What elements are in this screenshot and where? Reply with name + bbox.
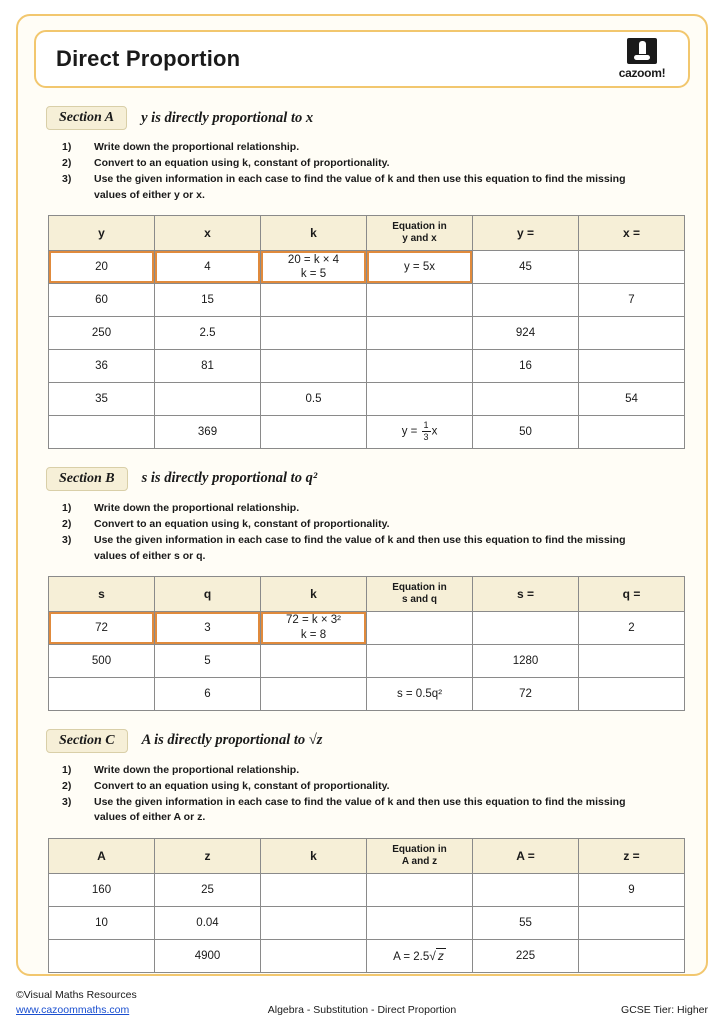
table-cell[interactable] xyxy=(473,283,579,316)
table-header-row xyxy=(49,838,685,873)
instruction-number: 2) xyxy=(62,779,72,792)
table-cell[interactable]: 0.5 xyxy=(261,382,367,415)
table-cell[interactable]: 4900 xyxy=(155,939,261,972)
table-cell[interactable] xyxy=(367,349,473,382)
table-cell-equation[interactable]: y = $\frac{1}{3}$ x xyxy=(367,415,473,448)
table-cell[interactable] xyxy=(367,906,473,939)
table-cell[interactable]: 5 xyxy=(155,644,261,677)
table-cell[interactable]: 0.04 xyxy=(155,906,261,939)
section-statement-c-var1: A xyxy=(141,732,151,749)
table-cell[interactable] xyxy=(473,873,579,906)
brand-logo xyxy=(610,38,674,80)
table-row xyxy=(49,415,685,448)
instruction-text: Convert to an equation using k, constant of proportionality. xyxy=(94,157,390,170)
instruction-text: Use the given information in each case to find the value of k and then use this equation to find the missing values of either y or x. xyxy=(94,173,626,201)
table-cell[interactable]: 36 xyxy=(49,349,155,382)
section-statement-b xyxy=(142,470,318,487)
table-section-b xyxy=(48,576,685,711)
section-statement-b-mid: is directly proportional to xyxy=(147,470,306,487)
footer-copyright: ©Visual Maths Resources xyxy=(16,988,137,1001)
column-header: z = xyxy=(579,838,685,873)
table-cell[interactable]: 81 xyxy=(155,349,261,382)
table-row xyxy=(49,677,685,710)
table-cell[interactable] xyxy=(261,939,367,972)
table-cell[interactable] xyxy=(367,644,473,677)
table-cell[interactable] xyxy=(261,283,367,316)
instruction-number: 1) xyxy=(62,501,72,514)
table-cell[interactable] xyxy=(473,611,579,644)
table-cell[interactable]: 500 xyxy=(49,644,155,677)
table-header-row xyxy=(49,215,685,250)
table-cell[interactable]: 924 xyxy=(473,316,579,349)
table-row xyxy=(49,316,685,349)
section-statement-a xyxy=(141,110,313,127)
table-cell[interactable]: 60 xyxy=(49,283,155,316)
section-badge-c: Section C xyxy=(46,729,128,753)
instruction-text: Convert to an equation using k, constant of proportionality. xyxy=(94,518,390,531)
table-cell[interactable] xyxy=(261,349,367,382)
table-section-a xyxy=(48,215,685,449)
column-header: Equation in A and z xyxy=(367,838,473,873)
table-cell-worked[interactable]: 72 = k × 3² k = 8 xyxy=(261,611,367,644)
table-cell[interactable]: 72 xyxy=(473,677,579,710)
instruction-number: 2) xyxy=(62,157,72,170)
column-header: Equation in y and x xyxy=(367,215,473,250)
instruction-item xyxy=(62,763,690,778)
column-header: A = xyxy=(473,838,579,873)
instruction-number: 3) xyxy=(62,534,72,547)
table-section-c xyxy=(48,838,685,973)
instruction-item xyxy=(62,517,690,532)
footer-website-link[interactable]: www.cazoommaths.com xyxy=(16,1004,130,1016)
table-cell[interactable]: 250 xyxy=(49,316,155,349)
column-header: s = xyxy=(473,576,579,611)
column-header: q xyxy=(155,576,261,611)
table-row xyxy=(49,644,685,677)
table-row xyxy=(49,250,685,283)
column-header: q = xyxy=(579,576,685,611)
column-header: k xyxy=(261,838,367,873)
section-statement-b-var1: s xyxy=(141,470,148,487)
table-cell[interactable] xyxy=(579,906,685,939)
table-cell[interactable]: 6 xyxy=(155,677,261,710)
section-statement-a-var1: y xyxy=(141,109,148,126)
table-cell[interactable]: 7 xyxy=(579,283,685,316)
table-cell[interactable] xyxy=(367,873,473,906)
section-statement-c-var2: √z xyxy=(308,732,323,749)
table-cell[interactable]: 369 xyxy=(155,415,261,448)
table-cell[interactable] xyxy=(579,939,685,972)
table-cell[interactable] xyxy=(367,283,473,316)
table-cell[interactable] xyxy=(473,382,579,415)
table-cell[interactable]: 15 xyxy=(155,283,261,316)
instruction-item xyxy=(62,533,690,563)
table-row xyxy=(49,939,685,972)
table-cell[interactable] xyxy=(49,415,155,448)
instruction-text: Write down the proportional relationship. xyxy=(94,141,300,153)
instruction-number: 1) xyxy=(62,141,72,153)
table-cell[interactable]: 20 xyxy=(49,250,155,283)
table-cell[interactable]: 10 xyxy=(49,906,155,939)
instruction-number: 2) xyxy=(62,518,72,531)
section-statement-c-mid: is directly proportional to xyxy=(150,732,309,749)
table-row xyxy=(49,349,685,382)
table-cell[interactable] xyxy=(579,677,685,710)
footer-tier: GCSE Tier: Higher xyxy=(621,1004,708,1016)
section-statement-a-mid: is directly proportional to xyxy=(147,109,306,126)
table-cell[interactable]: 25 xyxy=(155,873,261,906)
table-cell[interactable]: 16 xyxy=(473,349,579,382)
table-cell[interactable]: 2 xyxy=(579,611,685,644)
instruction-item xyxy=(62,172,690,202)
table-cell[interactable]: s = 0.5q² xyxy=(367,677,473,710)
instruction-item xyxy=(62,501,690,516)
section-statement-c xyxy=(142,732,323,749)
instruction-item xyxy=(62,779,690,794)
brand-logo-text: cazoom! xyxy=(618,66,666,80)
instructions-a xyxy=(62,140,690,203)
title-bar xyxy=(34,30,690,88)
table-cell[interactable]: 4 xyxy=(155,250,261,283)
section-statement-b-var2: q² xyxy=(305,470,318,487)
column-header: Equation in s and q xyxy=(367,576,473,611)
column-header: k xyxy=(261,215,367,250)
table-row xyxy=(49,906,685,939)
table-cell[interactable] xyxy=(579,316,685,349)
table-cell[interactable]: 1280 xyxy=(473,644,579,677)
table-cell[interactable] xyxy=(579,415,685,448)
cazoom-person-icon xyxy=(627,38,657,64)
column-header: x xyxy=(155,215,261,250)
section-badge-a: Section A xyxy=(46,106,127,130)
instruction-item xyxy=(62,140,690,155)
table-cell[interactable]: 160 xyxy=(49,873,155,906)
worksheet-sheet xyxy=(16,14,708,976)
table-cell[interactable]: 55 xyxy=(473,906,579,939)
instruction-text: Use the given information in each case to find the value of k and then use this equation to find the missing values of either s or q. xyxy=(94,534,626,562)
column-header: x = xyxy=(579,215,685,250)
table-cell[interactable]: 72 xyxy=(49,611,155,644)
footer-bottom-row xyxy=(16,1004,708,1016)
table-cell-equation[interactable]: A = 2.5√ z xyxy=(367,939,473,972)
footer-topic: Algebra - Substitution - Direct Proportion xyxy=(267,1004,457,1016)
table-row xyxy=(49,283,685,316)
instruction-text: Use the given information in each case to find the value of k and then use this equation to find the missing values of either A or z. xyxy=(94,796,626,824)
table-cell[interactable]: 2.5 xyxy=(155,316,261,349)
column-header: y xyxy=(49,215,155,250)
table-cell[interactable] xyxy=(261,906,367,939)
instructions-b xyxy=(62,501,690,564)
table-cell[interactable]: 54 xyxy=(579,382,685,415)
table-cell[interactable]: 9 xyxy=(579,873,685,906)
table-cell-worked[interactable]: 20 = k × 4 k = 5 xyxy=(261,250,367,283)
page-title: Direct Proportion xyxy=(56,46,241,71)
table-header-row xyxy=(49,576,685,611)
table-cell[interactable] xyxy=(579,644,685,677)
table-cell[interactable]: 45 xyxy=(473,250,579,283)
table-cell[interactable] xyxy=(261,644,367,677)
table-cell[interactable]: 3 xyxy=(155,611,261,644)
table-cell[interactable]: 50 xyxy=(473,415,579,448)
column-header: A xyxy=(49,838,155,873)
section-header-a xyxy=(46,106,690,130)
table-cell[interactable] xyxy=(367,382,473,415)
instruction-number: 3) xyxy=(62,796,72,809)
table-cell[interactable] xyxy=(579,250,685,283)
table-cell[interactable] xyxy=(261,316,367,349)
table-cell[interactable] xyxy=(49,677,155,710)
table-cell[interactable] xyxy=(261,873,367,906)
page-footer xyxy=(16,988,708,1016)
instruction-text: Write down the proportional relationship. xyxy=(94,763,300,776)
section-header-c xyxy=(46,729,690,753)
section-header-b xyxy=(46,467,690,491)
section-statement-a-var2: x xyxy=(305,109,314,126)
column-header: z xyxy=(155,838,261,873)
column-header: y = xyxy=(473,215,579,250)
table-row xyxy=(49,873,685,906)
table-cell[interactable] xyxy=(367,316,473,349)
table-cell[interactable]: y = 5x xyxy=(367,250,473,283)
table-cell[interactable] xyxy=(367,611,473,644)
instruction-number: 1) xyxy=(62,763,72,776)
table-cell[interactable] xyxy=(155,382,261,415)
instruction-text: Convert to an equation using k, constant of proportionality. xyxy=(94,779,390,792)
section-badge-b: Section B xyxy=(46,467,128,491)
table-cell[interactable] xyxy=(49,939,155,972)
table-row xyxy=(49,611,685,644)
instructions-c xyxy=(62,763,690,826)
instruction-item xyxy=(62,156,690,171)
column-header: s xyxy=(49,576,155,611)
table-cell[interactable] xyxy=(579,349,685,382)
table-cell[interactable]: 225 xyxy=(473,939,579,972)
instruction-item xyxy=(62,795,690,825)
table-cell[interactable] xyxy=(261,415,367,448)
table-cell[interactable]: 35 xyxy=(49,382,155,415)
table-row xyxy=(49,382,685,415)
column-header: k xyxy=(261,576,367,611)
instruction-text: Write down the proportional relationship. xyxy=(94,501,300,514)
instruction-number: 3) xyxy=(62,173,72,186)
table-cell[interactable] xyxy=(261,677,367,710)
